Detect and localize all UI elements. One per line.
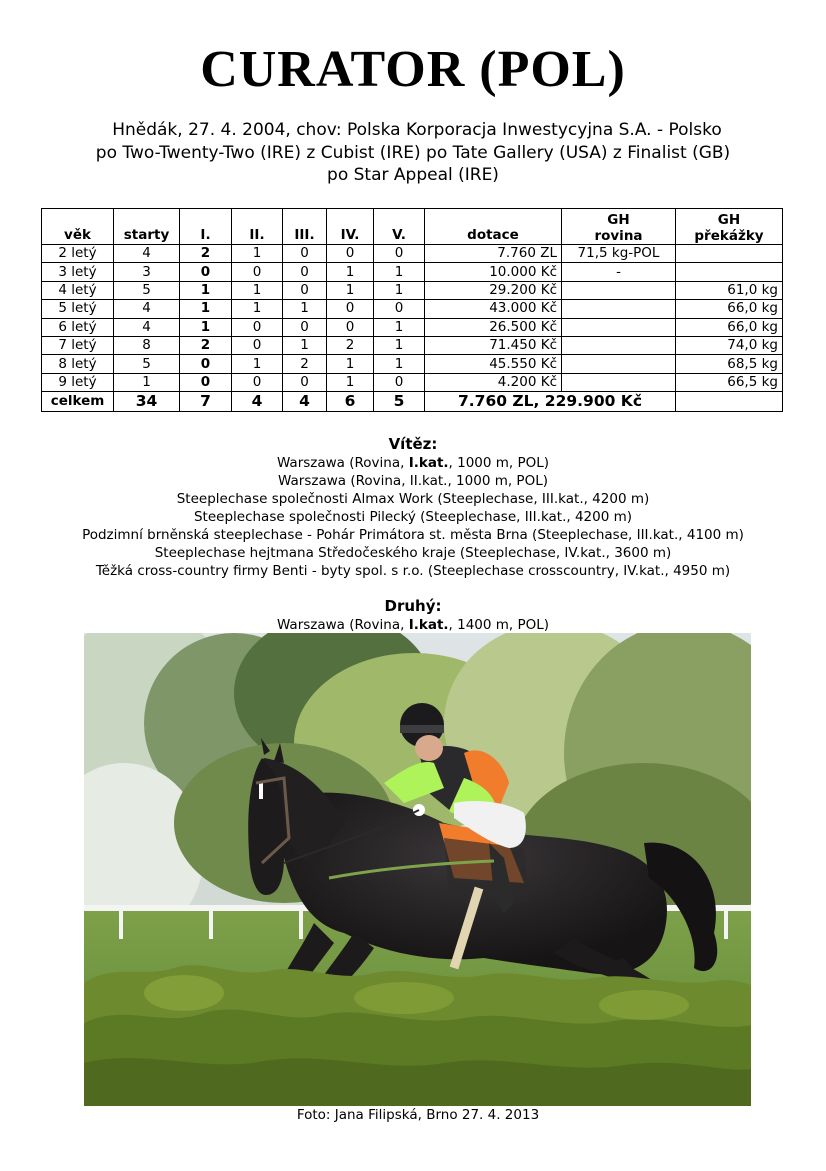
table-cell: 0 — [283, 318, 327, 336]
photo-caption: Foto: Jana Filipská, Brno 27. 4. 2013 — [296, 1107, 540, 1123]
table-cell: 0 — [327, 300, 374, 318]
result-line — [0, 544, 826, 562]
table-cell: 8 letý — [42, 355, 114, 373]
result-text: Steeplechase společnosti Almax Work (Steeplechase, III.kat., 4200 m) — [176, 491, 650, 507]
result-text: Těžká cross-country firmy Benti - byty spol. s r.o. (Steeplechase crosscountry, IV.kat., 4950 m) — [95, 563, 731, 579]
result-line — [0, 562, 826, 580]
table-cell: 1 — [374, 355, 425, 373]
table-cell: - — [562, 263, 676, 281]
result-text: Podzimní brněnská steeplechase - Pohár Primátora st. města Brna (Steeplechase, III.kat., 4100 m) — [82, 527, 744, 543]
table-cell: 0 — [232, 336, 283, 354]
table-cell: 0 — [327, 245, 374, 263]
winner-section — [0, 434, 826, 580]
table-cell — [562, 318, 676, 336]
table-cell: 4 — [114, 245, 180, 263]
table-cell: 45.550 Kč — [425, 355, 562, 373]
table-cell: 8 — [114, 336, 180, 354]
table-cell: 0 — [283, 245, 327, 263]
table-cell: 26.500 Kč — [425, 318, 562, 336]
table-cell: 1 — [374, 281, 425, 299]
table-cell: 7 letý — [42, 336, 114, 354]
horse-name-title: CURATOR (POL) — [200, 41, 626, 98]
table-cell: 0 — [180, 355, 232, 373]
table-header-row — [42, 209, 783, 245]
table-cell — [676, 245, 783, 263]
table-cell: 1 — [180, 318, 232, 336]
result-text: Warszawa (Rovina, — [276, 455, 409, 471]
col-header: V. — [374, 209, 425, 245]
steeplechase-photo-illustration — [84, 633, 751, 1106]
table-cell: 1 — [232, 300, 283, 318]
col-header: IV. — [327, 209, 374, 245]
col-header: věk — [42, 209, 114, 245]
table-cell: 1 — [327, 373, 374, 391]
table-cell: 1 — [283, 336, 327, 354]
table-cell: 1 — [232, 245, 283, 263]
table-cell: 1 — [180, 281, 232, 299]
table-cell: 4 letý — [42, 281, 114, 299]
table-cell: 2 — [283, 355, 327, 373]
race-category: I.kat. — [408, 455, 449, 471]
result-line — [0, 526, 826, 544]
total-cell: 6 — [327, 392, 374, 412]
col-header: dotace — [425, 209, 562, 245]
race-category: I.kat. — [408, 617, 449, 633]
table-cell: 1 — [232, 355, 283, 373]
table-cell: 1 — [374, 263, 425, 281]
table-cell: 2 — [180, 336, 232, 354]
result-line — [0, 472, 826, 490]
table-cell: 0 — [374, 245, 425, 263]
race-record-table — [41, 208, 783, 412]
pedigree-block — [0, 119, 826, 187]
table-cell — [676, 263, 783, 281]
table-cell: 0 — [232, 373, 283, 391]
pedigree-line: po Two-Twenty-Two (IRE) z Cubist (IRE) po Tate Gallery (USA) z Finalist (GB) — [95, 142, 731, 163]
result-text: , 1000 m, POL) — [448, 455, 550, 471]
table-row — [42, 245, 783, 263]
table-cell: 66,0 kg — [676, 300, 783, 318]
table-cell — [562, 281, 676, 299]
result-line — [0, 508, 826, 526]
total-cell: 7 — [180, 392, 232, 412]
table-row — [42, 300, 783, 318]
table-cell: 2 — [327, 336, 374, 354]
table-cell: 1 — [114, 373, 180, 391]
table-row — [42, 355, 783, 373]
table-cell: 1 — [374, 336, 425, 354]
second-heading: Druhý: — [384, 597, 442, 615]
table-cell: 0 — [283, 263, 327, 281]
result-text: Warszawa (Rovina, II.kat., 1000 m, POL) — [278, 473, 548, 489]
table-cell: 2 — [180, 245, 232, 263]
col-header: II. — [232, 209, 283, 245]
table-cell: 5 — [114, 355, 180, 373]
table-cell — [562, 355, 676, 373]
table-cell: 5 letý — [42, 300, 114, 318]
table-cell: 0 — [327, 318, 374, 336]
table-row — [42, 263, 783, 281]
table-cell: 66,5 kg — [676, 373, 783, 391]
table-row — [42, 281, 783, 299]
table-cell — [562, 300, 676, 318]
table-cell: 5 — [114, 281, 180, 299]
table-cell: 0 — [283, 373, 327, 391]
race-photo — [84, 633, 751, 1106]
table-cell: 71,5 kg-POL — [562, 245, 676, 263]
table-cell: 2 letý — [42, 245, 114, 263]
col-header: III. — [283, 209, 327, 245]
table-total-row — [42, 392, 783, 412]
table-cell: 61,0 kg — [676, 281, 783, 299]
result-line — [0, 454, 826, 472]
table-cell: 43.000 Kč — [425, 300, 562, 318]
table-cell: 10.000 Kč — [425, 263, 562, 281]
table-cell: 1 — [283, 300, 327, 318]
table-row — [42, 318, 783, 336]
col-header: starty — [114, 209, 180, 245]
table-cell: 4 — [114, 318, 180, 336]
table-cell: 7.760 ZL — [425, 245, 562, 263]
pedigree-line: po Star Appeal (IRE) — [327, 165, 499, 185]
table-cell: 66,0 kg — [676, 318, 783, 336]
table-cell: 1 — [374, 318, 425, 336]
total-cell: celkem — [42, 392, 114, 412]
table-cell: 1 — [327, 355, 374, 373]
total-prize-money: 7.760 ZL, 229.900 Kč — [425, 392, 676, 412]
result-line — [0, 616, 826, 634]
table-cell: 3 — [114, 263, 180, 281]
result-text: Warszawa (Rovina, — [276, 617, 409, 633]
table-cell: 1 — [327, 263, 374, 281]
result-text: Steeplechase hejtmana Středočeského kraje (Steeplechase, IV.kat., 3600 m) — [154, 545, 672, 561]
total-cell: 4 — [283, 392, 327, 412]
col-header: GH rovina — [562, 209, 676, 245]
table-cell: 0 — [232, 263, 283, 281]
table-cell: 9 letý — [42, 373, 114, 391]
table-cell: 0 — [283, 281, 327, 299]
total-cell: 5 — [374, 392, 425, 412]
col-header: GH překážky — [676, 209, 783, 245]
table-cell: 0 — [232, 318, 283, 336]
winner-list — [0, 454, 826, 580]
result-text: Steeplechase společnosti Pilecký (Steeplechase, III.kat., 4200 m) — [193, 509, 633, 525]
result-line — [0, 490, 826, 508]
table-cell: 1 — [180, 300, 232, 318]
result-text: , 1400 m, POL) — [448, 617, 550, 633]
table-cell: 1 — [232, 281, 283, 299]
table-cell: 68,5 kg — [676, 355, 783, 373]
second-place-section — [0, 596, 826, 634]
table-cell: 4.200 Kč — [425, 373, 562, 391]
second-list — [0, 616, 826, 634]
table-cell — [562, 336, 676, 354]
pedigree-line: Hnědák, 27. 4. 2004, chov: Polska Korporacja Inwestycyjna S.A. - Polsko — [112, 120, 722, 140]
total-cell — [676, 392, 783, 412]
table-cell: 0 — [374, 373, 425, 391]
total-cell: 4 — [232, 392, 283, 412]
table-cell: 4 — [114, 300, 180, 318]
table-row — [42, 373, 783, 391]
winner-heading: Vítěz: — [388, 435, 438, 453]
table-cell: 6 letý — [42, 318, 114, 336]
table-cell: 0 — [374, 300, 425, 318]
table-cell: 1 — [327, 281, 374, 299]
table-cell: 29.200 Kč — [425, 281, 562, 299]
col-header: I. — [180, 209, 232, 245]
table-cell: 0 — [180, 373, 232, 391]
table-cell — [562, 373, 676, 391]
table-cell: 0 — [180, 263, 232, 281]
table-cell: 74,0 kg — [676, 336, 783, 354]
table-cell: 3 letý — [42, 263, 114, 281]
total-cell: 34 — [114, 392, 180, 412]
table-row — [42, 336, 783, 354]
table-cell: 71.450 Kč — [425, 336, 562, 354]
